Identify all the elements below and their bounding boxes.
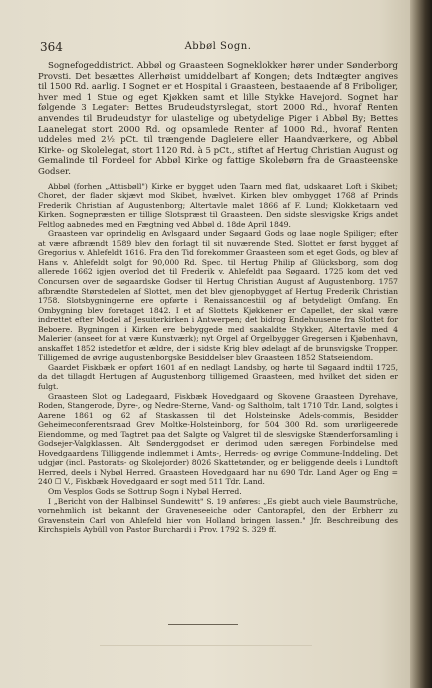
- paragraph-bericht-quote: I „Bericht von der Halbinsel Sundewitt" S. 19 anføres: „Es giebt auch viele Baumstrüche, vornehmlich ist bekannt der Graveneseeiche oder Cantorapfel, den der Erbherr zu Gravenstein Carl von Ahlefeld hier von Holland bringen lassen." Jfr. Beschreibung des Kirchspiels Aybüll von Pastor Burchardi i Prov. 1792 S. 329 ff.: [38, 496, 398, 535]
- paragraph-vesplos-reference: Om Vesplos Gods se Sottrup Sogn i Nybøl Herred.: [48, 487, 242, 497]
- running-head: Abbøl Sogn.: [184, 41, 252, 52]
- paragraph-parish-district: Sognefogeddistrict. Abbøl og Graasteen Sogneklokker hører under Sønderborg Provsti. Det besættes Allerhøist umiddelbart af Kongen; dets Indtægter angives til 1500 Rd. aarlig. I Sognet er et Hospital i Graasteen, bestaaende af 8 Friboliger, hver med 1 Stue og eget Kjøkken samt et lille Stykke Havejord. Sognet har følgende 3 Legater: Bettes Brudeudstyrslegat, stort 2000 Rd., hvoraf Renten anvendes til Brudeudstyr for ulastelige og ubetydelige Piger i Abbøl By; Bettes Laanelegat stort 2000 Rd. og opsamlede Renter af 1000 Rd., hvoraf Renten uddeles med 2½ pCt. til trængende Dagleiere eller Haandværkere, og Abbøl Kirke- og Skolelegat, stort 1120 Rd. à 5 pCt., stiftet af Hertug Christian August og Gemalinde til Fordeel for Abbøl Kirke og fattige Skolebørn fra de Graasteenske Godser.: [38, 61, 398, 177]
- end-rule: [168, 624, 238, 625]
- bleed-through-line: [100, 645, 312, 646]
- paragraph-estate-sale: Graasteen Slot og Ladegaard, Fiskbæk Hovedgaard og Skovene Graasteen Dyrehave, Roden, Stangerode, Dyre-, og Nedre-Sterne, Vand- og Saltholm, talt 1710 Tdr. Land, solgtes i Aarene 1861 og 62 af Staskassen til det Holsteinske Adels-commis, Besidder Geheimeconferentsraad Grev Moltke-Holsteinborg, for 504 300 Rd. som urørligeerede Eiendomme, og med Tagtret paa det Salgte og Valgret til de slesvigske Stænderforsamling i Godsejer-Valgklassen. Alt Sønderggodset er derimod uden særegen Forbindelse med Hovedgaardens Tilliggende indlemmet i Amts-, Herreds- og øvrige Commune-Inddeling. Det udgjør (incl. Pastorats- og Skolejorder) 8026 Skattetønder, og er beliggende deels i Lundtoft Herred, deels i Nybøl Herred. Graasteen Hovedgaard har nu 690 Tdr. Land Ager og Eng = 240 ☐ V., Fiskbæk Hovedgaard er sogt med 511 Tdr. Land.: [38, 391, 398, 487]
- paragraph-graasteen-history: Graasteen var oprindelig en Avlsgaard under Søgaard Gods og laae nogle Spiliger; efter at være afbrændt 1589 blev den forlagt til sit nuværende Sted. Slottet er først bygget af Gregorius v. Ahlefeldt 1616. Fra den Tid forekommer Graasteen som et eget Gods, og blev af Hans v. Ahlefeldt solgt for 90,000 Rd. Spec. til Hertug Philip af Glücksborg, som dog allerede 1662 igjen overlod det til Frederik v. Ahlefeldt paa Søgaard. 1725 kom det ved Concursen over de søgaardske Godser til Hertug Christian August af Augustenborg. 1757 afbrændte Størstedelen af Slottet, men det blev gjenopbygget af Hertug Frederik Christian 1758. Slotsbygningerne ere opførte i Renaissancestiil og af betydeligt Omfang. En Ombygning blev foretaget 1842. I et af Slottets Kjøkkener er Capellet, der skal være indrettet efter Model af Jesuiterkirken i Antwerpen; det bidrog Endehuusene fra Slottet for Beboere. Bygningen i Kirken ere bebyggede med saakaldte Stykker, Altertavle med 4 Malerier (anseet for at være Kunstværk); nyt Orgel af Orgelbygger Gregersen i Kjøbenhavn, anskaffet 1852 istedetfor et ældre, der i sidste Krig blev ødelagt af de brunsvigske Tropper. Tilligemed de øvrige augustenborgske Besiddelser blev Graasteen 1852 Statseiendom.: [38, 229, 398, 363]
- body-text: [38, 61, 398, 535]
- page-number: 364: [40, 40, 63, 54]
- book-spine: [410, 0, 432, 688]
- page-header: [40, 40, 396, 54]
- paragraph-abbol-church: Abbøl (forhen „Attisbøll") Kirke er bygget uden Taarn med flat, udskaaret Loft i Skibet; Choret, der flader skjævt mod Skibet, hvælvet. Kirken blev ombygget 1768 af Prinds Frederik Christian af Augustenborg; Altertavle malet 1866 af F. Lund; Klokketaarn ved Kirken. Sognepræsten er tillige Slotspræst til Graasteen. Den sidste slesvigske Krigs andet Feltlog aabnedes med en Fægtning ved Abbøl d. 18de April 1849.: [38, 181, 398, 229]
- paragraph-fiskbaek: Gaardet Fiskbæk er opført 1601 af en nedlagt Landsby, og hørte til Søgaard indtil 1725, da det tillagdt Hertugen af Augustenborg tilligemed Graasteen, med hvilket det siden er fulgt.: [38, 362, 398, 392]
